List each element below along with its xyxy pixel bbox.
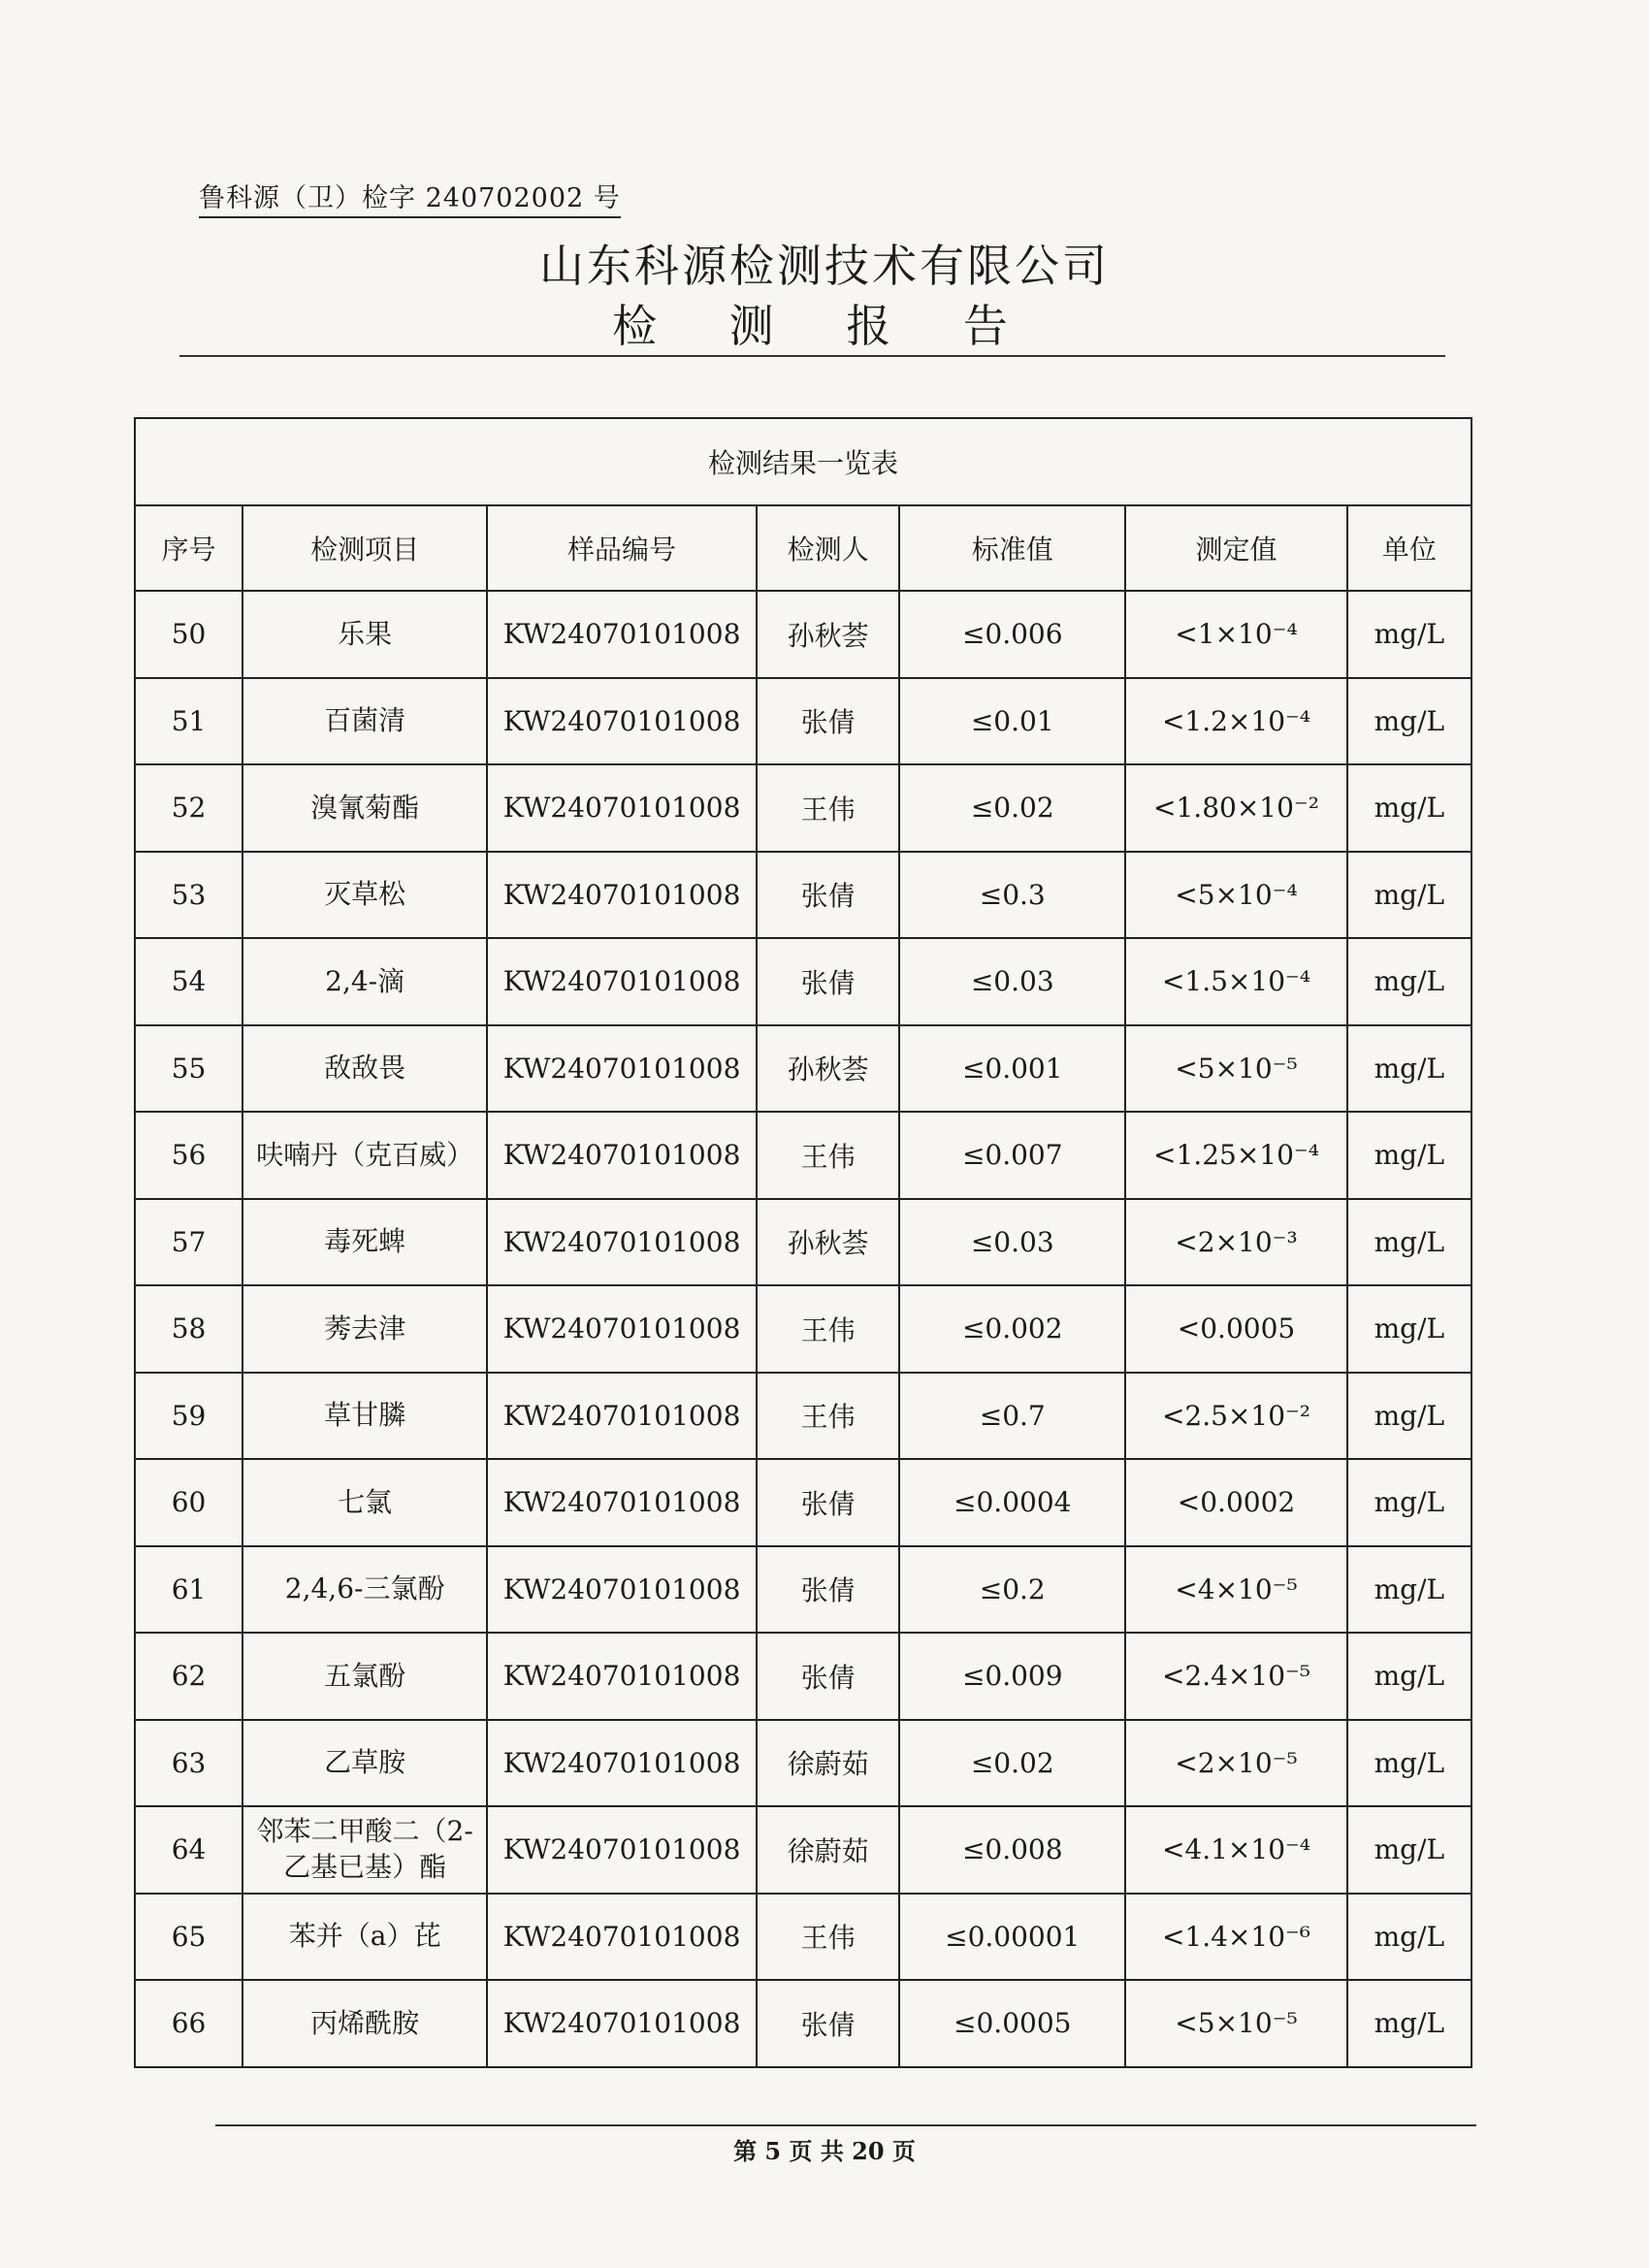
row-item: 邻苯二甲酸二（2-乙基已基）酯: [242, 1806, 487, 1894]
row-sample-id: KW24070101008: [487, 1285, 757, 1373]
row-measured-value: <5×10⁻⁵: [1125, 1980, 1347, 2067]
row-standard-value: ≤0.7: [899, 1373, 1125, 1460]
row-measured-value: <4×10⁻⁵: [1125, 1546, 1347, 1634]
table-row: [135, 1373, 1471, 1460]
table-row: [135, 1199, 1471, 1286]
row-seq: 52: [135, 764, 242, 852]
column-header-sample: 样品编号: [487, 505, 757, 591]
row-measured-value: <1.4×10⁻⁶: [1125, 1894, 1347, 1981]
row-sample-id: KW24070101008: [487, 1199, 757, 1286]
header-divider: [179, 355, 1445, 357]
row-standard-value: ≤0.3: [899, 852, 1125, 939]
row-sample-id: KW24070101008: [487, 852, 757, 939]
row-tester: 张倩: [757, 1546, 899, 1634]
row-seq: 56: [135, 1112, 242, 1199]
page-number: 第 5 页 共 20 页: [733, 2137, 916, 2165]
row-item: 呋喃丹（克百威）: [242, 1112, 487, 1199]
row-tester: 张倩: [757, 1980, 899, 2067]
row-measured-value: <1.2×10⁻⁴: [1125, 678, 1347, 765]
table-row: [135, 1112, 1471, 1199]
table-row: [135, 1285, 1471, 1373]
row-tester: 王伟: [757, 1373, 899, 1460]
column-header-item: 检测项目: [242, 505, 487, 591]
row-tester: 王伟: [757, 764, 899, 852]
report-title: 检 测 报 告: [612, 300, 1037, 352]
row-standard-value: ≤0.002: [899, 1285, 1125, 1373]
table-row: [135, 764, 1471, 852]
row-item: 丙烯酰胺: [242, 1980, 487, 2067]
report-number: 鲁科源（卫）检字 240702002 号: [199, 177, 621, 218]
row-unit: mg/L: [1347, 764, 1471, 852]
row-seq: 61: [135, 1546, 242, 1634]
row-unit: mg/L: [1347, 1459, 1471, 1546]
company-name: 山东科源检测技术有限公司: [539, 240, 1110, 292]
row-sample-id: KW24070101008: [487, 1459, 757, 1546]
row-sample-id: KW24070101008: [487, 764, 757, 852]
row-standard-value: ≤0.2: [899, 1546, 1125, 1634]
row-item: 莠去津: [242, 1285, 487, 1373]
row-item: 敌敌畏: [242, 1025, 487, 1113]
row-unit: mg/L: [1347, 1546, 1471, 1634]
row-unit: mg/L: [1347, 1633, 1471, 1720]
row-measured-value: <1×10⁻⁴: [1125, 591, 1347, 678]
row-seq: 53: [135, 852, 242, 939]
row-seq: 55: [135, 1025, 242, 1113]
row-unit: mg/L: [1347, 1112, 1471, 1199]
row-seq: 65: [135, 1894, 242, 1981]
row-sample-id: KW24070101008: [487, 938, 757, 1025]
row-unit: mg/L: [1347, 678, 1471, 765]
table-row: [135, 1546, 1471, 1634]
row-item: 草甘膦: [242, 1373, 487, 1460]
row-standard-value: ≤0.03: [899, 938, 1125, 1025]
row-sample-id: KW24070101008: [487, 591, 757, 678]
row-seq: 63: [135, 1720, 242, 1807]
column-header-unit: 单位: [1347, 505, 1471, 591]
row-measured-value: <1.25×10⁻⁴: [1125, 1112, 1347, 1199]
row-sample-id: KW24070101008: [487, 1980, 757, 2067]
row-item: 2,4,6-三氯酚: [242, 1546, 487, 1634]
row-standard-value: ≤0.02: [899, 1720, 1125, 1807]
row-unit: mg/L: [1347, 852, 1471, 939]
row-item: 乐果: [242, 591, 487, 678]
footer-divider: [215, 2124, 1476, 2126]
row-sample-id: KW24070101008: [487, 1633, 757, 1720]
row-unit: mg/L: [1347, 1720, 1471, 1807]
row-item: 苯并（a）芘: [242, 1894, 487, 1981]
row-measured-value: <2.4×10⁻⁵: [1125, 1633, 1347, 1720]
table-header-row: [135, 505, 1471, 591]
row-item: 溴氰菊酯: [242, 764, 487, 852]
row-unit: mg/L: [1347, 1806, 1471, 1894]
row-seq: 57: [135, 1199, 242, 1286]
row-measured-value: <1.80×10⁻²: [1125, 764, 1347, 852]
row-unit: mg/L: [1347, 1025, 1471, 1113]
row-seq: 51: [135, 678, 242, 765]
row-item: 七氯: [242, 1459, 487, 1546]
row-unit: mg/L: [1347, 1894, 1471, 1981]
row-seq: 58: [135, 1285, 242, 1373]
row-measured-value: <2×10⁻⁵: [1125, 1720, 1347, 1807]
table-row: [135, 1633, 1471, 1720]
row-sample-id: KW24070101008: [487, 1806, 757, 1894]
row-item: 乙草胺: [242, 1720, 487, 1807]
table-row: [135, 1720, 1471, 1807]
row-seq: 60: [135, 1459, 242, 1546]
row-standard-value: ≤0.006: [899, 591, 1125, 678]
table-row: [135, 1025, 1471, 1113]
row-sample-id: KW24070101008: [487, 1025, 757, 1113]
row-seq: 62: [135, 1633, 242, 1720]
row-standard-value: ≤0.009: [899, 1633, 1125, 1720]
table-row: [135, 1980, 1471, 2067]
row-tester: 张倩: [757, 938, 899, 1025]
row-standard-value: ≤0.001: [899, 1025, 1125, 1113]
row-measured-value: <5×10⁻⁴: [1125, 852, 1347, 939]
row-tester: 孙秋荟: [757, 1199, 899, 1286]
table-row: [135, 852, 1471, 939]
row-measured-value: <2.5×10⁻²: [1125, 1373, 1347, 1460]
row-sample-id: KW24070101008: [487, 1373, 757, 1460]
table-row: [135, 1806, 1471, 1894]
row-tester: 张倩: [757, 1459, 899, 1546]
row-measured-value: <4.1×10⁻⁴: [1125, 1806, 1347, 1894]
table-row: [135, 938, 1471, 1025]
results-table: [134, 417, 1472, 2068]
row-tester: 张倩: [757, 852, 899, 939]
row-item: 2,4-滴: [242, 938, 487, 1025]
row-unit: mg/L: [1347, 1285, 1471, 1373]
row-standard-value: ≤0.01: [899, 678, 1125, 765]
row-standard-value: ≤0.008: [899, 1806, 1125, 1894]
column-header-standard: 标准值: [899, 505, 1125, 591]
row-tester: 孙秋荟: [757, 591, 899, 678]
row-unit: mg/L: [1347, 1980, 1471, 2067]
row-tester: 徐蔚茹: [757, 1806, 899, 1894]
row-sample-id: KW24070101008: [487, 1894, 757, 1981]
table-row: [135, 678, 1471, 765]
table-row: [135, 1894, 1471, 1981]
row-standard-value: ≤0.02: [899, 764, 1125, 852]
row-item: 毒死蜱: [242, 1199, 487, 1286]
row-standard-value: ≤0.0004: [899, 1459, 1125, 1546]
row-item: 五氯酚: [242, 1633, 487, 1720]
row-measured-value: <5×10⁻⁵: [1125, 1025, 1347, 1113]
row-tester: 徐蔚茹: [757, 1720, 899, 1807]
row-standard-value: ≤0.007: [899, 1112, 1125, 1199]
row-unit: mg/L: [1347, 1373, 1471, 1460]
row-measured-value: <0.0005: [1125, 1285, 1347, 1373]
row-sample-id: KW24070101008: [487, 1720, 757, 1807]
row-sample-id: KW24070101008: [487, 1546, 757, 1634]
row-standard-value: ≤0.0005: [899, 1980, 1125, 2067]
row-tester: 张倩: [757, 1633, 899, 1720]
table-caption: 检测结果一览表: [135, 418, 1471, 505]
row-unit: mg/L: [1347, 1199, 1471, 1286]
row-tester: 王伟: [757, 1894, 899, 1981]
column-header-tester: 检测人: [757, 505, 899, 591]
row-seq: 64: [135, 1806, 242, 1894]
row-item: 灭草松: [242, 852, 487, 939]
row-standard-value: ≤0.00001: [899, 1894, 1125, 1981]
row-unit: mg/L: [1347, 591, 1471, 678]
row-tester: 孙秋荟: [757, 1025, 899, 1113]
row-seq: 66: [135, 1980, 242, 2067]
row-measured-value: <2×10⁻³: [1125, 1199, 1347, 1286]
results-body: [135, 591, 1471, 2067]
row-seq: 59: [135, 1373, 242, 1460]
row-tester: 王伟: [757, 1112, 899, 1199]
row-seq: 50: [135, 591, 242, 678]
row-sample-id: KW24070101008: [487, 678, 757, 765]
row-seq: 54: [135, 938, 242, 1025]
row-measured-value: <1.5×10⁻⁴: [1125, 938, 1347, 1025]
table-row: [135, 591, 1471, 678]
row-tester: 张倩: [757, 678, 899, 765]
row-measured-value: <0.0002: [1125, 1459, 1347, 1546]
row-tester: 王伟: [757, 1285, 899, 1373]
row-standard-value: ≤0.03: [899, 1199, 1125, 1286]
row-sample-id: KW24070101008: [487, 1112, 757, 1199]
column-header-measured: 测定值: [1125, 505, 1347, 591]
row-unit: mg/L: [1347, 938, 1471, 1025]
row-item: 百菌清: [242, 678, 487, 765]
table-row: [135, 1459, 1471, 1546]
column-header-seq: 序号: [135, 505, 242, 591]
